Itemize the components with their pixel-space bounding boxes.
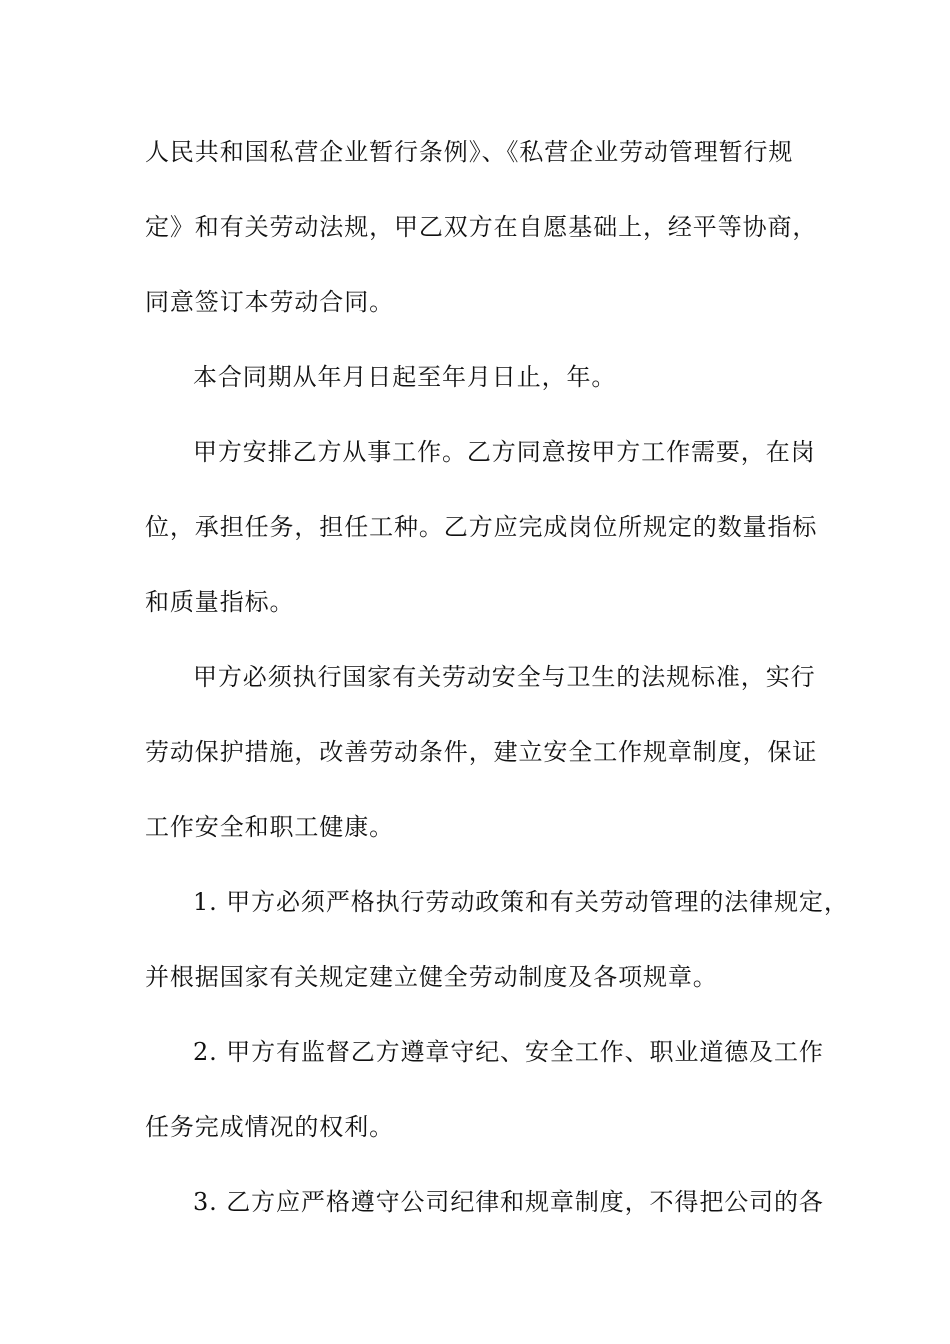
- text-line: 定》和有关劳动法规，甲乙双方在自愿基础上，经平等协商，: [145, 213, 818, 241]
- text-line: 人民共和国私营企业暂行条例》、《私营企业劳动管理暂行规: [145, 138, 794, 166]
- paragraph-start-line: 本合同期从年月日起至年月日止，年。: [193, 363, 617, 391]
- text-line: 并根据国家有关规定建立健全劳动制度及各项规章。: [145, 963, 718, 991]
- paragraph-start-line: 甲方必须执行国家有关劳动安全与卫生的法规标准，实行: [193, 663, 816, 691]
- document-body: [145, 130, 849, 1255]
- text-line: 任务完成情况的权利。: [145, 1113, 394, 1141]
- list-item-1-line: 1. 甲方必须严格执行劳动政策和有关劳动管理的法律规定，: [193, 888, 849, 916]
- text-line: 劳动保护措施，改善劳动条件，建立安全工作规章制度，保证: [145, 738, 818, 766]
- text-line: 同意签订本劳动合同。: [145, 288, 394, 316]
- text-line: 位，承担任务，担任工种。乙方应完成岗位所规定的数量指标: [145, 513, 818, 541]
- list-item-2-line: 2. 甲方有监督乙方遵章守纪、安全工作、职业道德及工作: [193, 1038, 824, 1066]
- text-line: 和质量指标。: [145, 588, 295, 616]
- list-item-3-line: 3. 乙方应严格遵守公司纪律和规章制度，不得把公司的各: [193, 1188, 824, 1216]
- paragraph-start-line: 甲方安排乙方从事工作。乙方同意按甲方工作需要，在岗: [193, 438, 816, 466]
- text-line: 工作安全和职工健康。: [145, 813, 394, 841]
